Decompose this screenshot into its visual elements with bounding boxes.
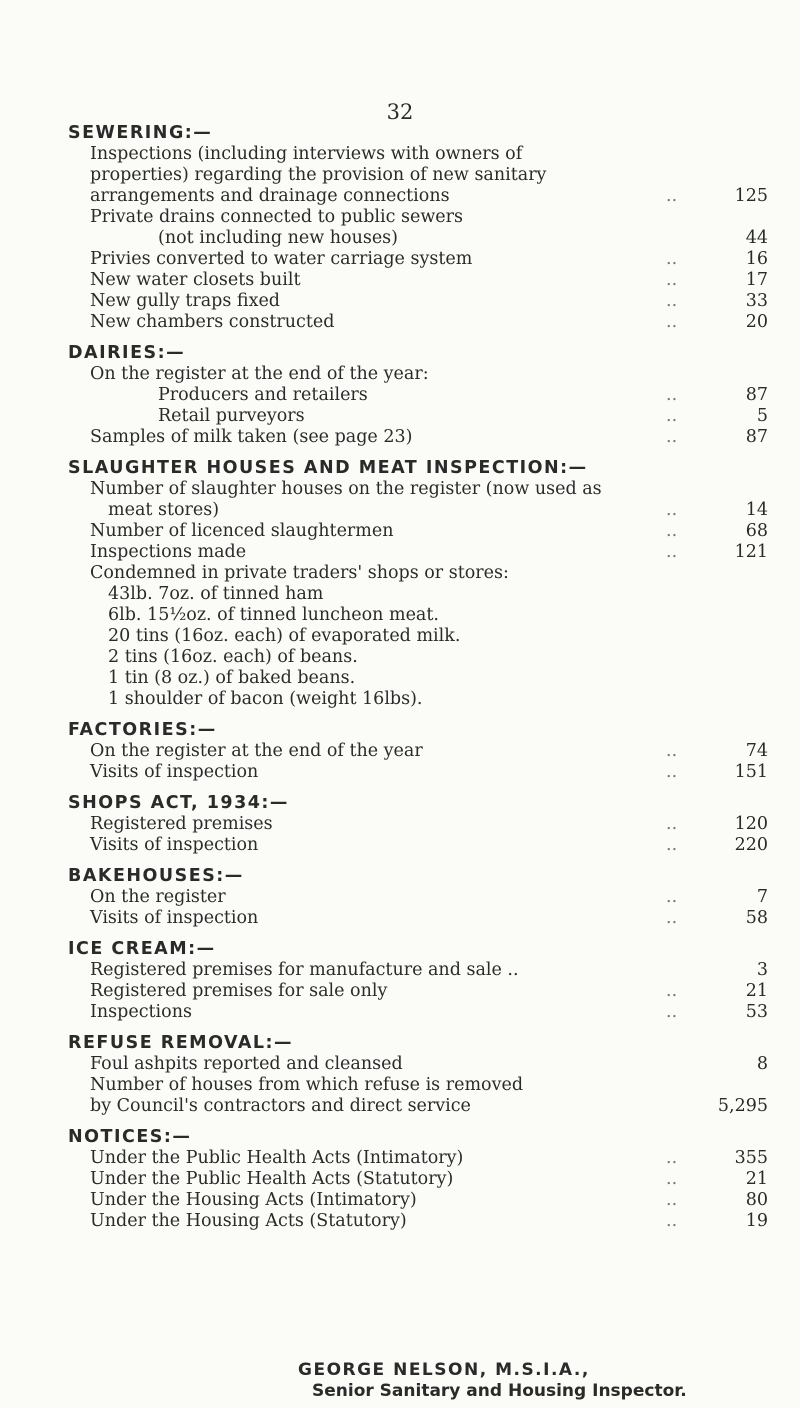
report-line <box>68 605 768 626</box>
line-text: Visits of inspection <box>90 835 259 855</box>
leader-dots: .. <box>666 1190 678 1210</box>
line-value: 87 <box>745 385 768 405</box>
leader-dots: .. <box>666 762 678 782</box>
leader-dots: .. <box>666 249 678 269</box>
line-text: by Council's contractors and direct service <box>90 1096 471 1116</box>
line-text: New gully traps fixed <box>90 291 281 311</box>
leader-dots: .. <box>666 1169 678 1189</box>
report-line <box>68 887 768 908</box>
line-text: 20 tins (16oz. each) of evaporated milk. <box>108 626 461 646</box>
leader-dots: .. <box>666 981 678 1001</box>
report-line <box>68 1096 768 1117</box>
report-line <box>68 542 768 563</box>
report-line <box>68 908 768 929</box>
report-line <box>68 981 768 1002</box>
line-value: 120 <box>734 814 768 834</box>
leader-dots: .. <box>666 908 678 928</box>
report-line <box>68 186 768 207</box>
report-line <box>68 762 768 783</box>
leader-dots: .. <box>666 835 678 855</box>
line-text: Privies converted to water carriage system <box>90 249 473 269</box>
report-line <box>68 647 768 668</box>
report-line <box>68 1211 768 1232</box>
line-value: 220 <box>734 835 768 855</box>
section-heading: SEWERING:— <box>68 123 213 143</box>
report-line <box>68 563 768 584</box>
line-value: 8 <box>756 1054 768 1074</box>
line-text: New chambers constructed <box>90 312 335 332</box>
report-line <box>68 291 768 312</box>
leader-dots: .. <box>666 814 678 834</box>
leader-dots: .. <box>666 500 678 520</box>
line-text: properties) regarding the provision of new sanitary <box>90 165 547 185</box>
line-value: 16 <box>745 249 768 269</box>
line-value: 53 <box>745 1002 768 1022</box>
report-line <box>68 626 768 647</box>
line-value: 125 <box>734 186 768 206</box>
line-text: Foul ashpits reported and cleansed <box>90 1054 403 1074</box>
line-value: 21 <box>745 981 768 1001</box>
report-line <box>68 835 768 856</box>
line-value: 58 <box>745 908 768 928</box>
report-line <box>68 689 768 710</box>
line-text: Visits of inspection <box>90 908 259 928</box>
report-line <box>68 165 768 186</box>
line-text: arrangements and drainage connections <box>90 186 450 206</box>
line-text: Under the Housing Acts (Intimatory) <box>90 1190 417 1210</box>
line-value: 44 <box>745 228 768 248</box>
line-text: On the register at the end of the year: <box>90 364 429 384</box>
section-heading: BAKEHOUSES:— <box>68 866 244 886</box>
leader-dots: .. <box>666 887 678 907</box>
report-line <box>68 207 768 228</box>
line-text: Under the Public Health Acts (Intimatory) <box>90 1148 464 1168</box>
report-body <box>68 122 768 1232</box>
line-value: 5 <box>756 406 768 426</box>
line-text: Inspections made <box>90 542 247 562</box>
report-line <box>68 960 768 981</box>
section-heading: SHOPS ACT, 1934:— <box>68 793 289 813</box>
line-text: New water closets built <box>90 270 301 290</box>
line-text: Producers and retailers <box>158 385 368 405</box>
line-value: 121 <box>734 542 768 562</box>
report-line <box>68 1190 768 1211</box>
report-line <box>68 1075 768 1096</box>
line-text: Registered premises for sale only <box>90 981 388 1001</box>
leader-dots: .. <box>666 186 678 206</box>
leader-dots: .. <box>666 385 678 405</box>
line-text: 1 shoulder of bacon (weight 16lbs). <box>108 689 423 709</box>
report-line <box>68 144 768 165</box>
line-value: 5,295 <box>717 1096 768 1116</box>
report-line <box>68 814 768 835</box>
report-line <box>68 228 768 249</box>
line-text: Number of slaughter houses on the register (now used as <box>90 479 602 499</box>
line-value: 7 <box>756 887 768 907</box>
report-line <box>68 427 768 448</box>
line-value: 68 <box>745 521 768 541</box>
report-line <box>68 500 768 521</box>
line-text: 1 tin (8 oz.) of baked beans. <box>108 668 356 688</box>
line-value: 80 <box>745 1190 768 1210</box>
line-text: Inspections (including interviews with owners of <box>90 144 523 164</box>
report-line <box>68 1054 768 1075</box>
line-text: Visits of inspection <box>90 762 259 782</box>
section-heading: SLAUGHTER HOUSES AND MEAT INSPECTION:— <box>68 458 588 478</box>
leader-dots: .. <box>666 406 678 426</box>
line-text: Inspections <box>90 1002 192 1022</box>
report-line <box>68 1002 768 1023</box>
leader-dots: .. <box>666 427 678 447</box>
leader-dots: .. <box>666 542 678 562</box>
line-value: 17 <box>745 270 768 290</box>
leader-dots: .. <box>666 741 678 761</box>
line-text: Samples of milk taken (see page 23) <box>90 427 413 447</box>
section-heading: FACTORIES:— <box>68 720 217 740</box>
line-value: 151 <box>734 762 768 782</box>
line-value: 74 <box>745 741 768 761</box>
line-text: Number of houses from which refuse is removed <box>90 1075 524 1095</box>
report-line <box>68 741 768 762</box>
line-text: On the register at the end of the year <box>90 741 423 761</box>
leader-dots: .. <box>666 1002 678 1022</box>
report-line <box>68 406 768 427</box>
leader-dots: .. <box>666 1148 678 1168</box>
line-text: 2 tins (16oz. each) of beans. <box>108 647 358 667</box>
report-line <box>68 364 768 385</box>
report-line <box>68 270 768 291</box>
leader-dots: .. <box>666 1211 678 1231</box>
leader-dots: .. <box>666 521 678 541</box>
page-number: 32 <box>386 100 414 124</box>
line-value: 33 <box>745 291 768 311</box>
line-text: meat stores) <box>108 500 220 520</box>
line-text: Condemned in private traders' shops or stores: <box>90 563 509 583</box>
signatory-title: Senior Sanitary and Housing Inspector. <box>312 1381 687 1401</box>
report-line <box>68 584 768 605</box>
section-heading: ICE CREAM:— <box>68 939 216 959</box>
line-value: 14 <box>745 500 768 520</box>
report-line <box>68 1169 768 1190</box>
line-text: 6lb. 15½oz. of tinned luncheon meat. <box>108 605 439 625</box>
leader-dots: .. <box>666 312 678 332</box>
report-line <box>68 521 768 542</box>
report-line <box>68 312 768 333</box>
line-value: 20 <box>745 312 768 332</box>
line-text: Private drains connected to public sewers <box>90 207 463 227</box>
line-value: 3 <box>756 960 768 980</box>
report-line <box>68 249 768 270</box>
signatory-name: GEORGE NELSON, M.S.I.A., <box>298 1360 590 1380</box>
line-text: Retail purveyors <box>158 406 305 426</box>
line-text: Registered premises <box>90 814 273 834</box>
leader-dots: .. <box>666 291 678 311</box>
line-text: Under the Public Health Acts (Statutory) <box>90 1169 454 1189</box>
leader-dots: .. <box>666 270 678 290</box>
line-text: 43lb. 7oz. of tinned ham <box>108 584 324 604</box>
section-heading: DAIRIES:— <box>68 343 186 363</box>
line-text: On the register <box>90 887 226 907</box>
report-line <box>68 668 768 689</box>
line-text: Number of licenced slaughtermen <box>90 521 394 541</box>
line-text: Under the Housing Acts (Statutory) <box>90 1211 407 1231</box>
section-heading: NOTICES:— <box>68 1127 192 1147</box>
line-value: 87 <box>745 427 768 447</box>
line-value: 21 <box>745 1169 768 1189</box>
line-value: 355 <box>734 1148 768 1168</box>
line-text: (not including new houses) <box>158 228 398 248</box>
report-line <box>68 479 768 500</box>
report-line <box>68 1148 768 1169</box>
line-text: Registered premises for manufacture and sale .. <box>90 960 519 980</box>
section-heading: REFUSE REMOVAL:— <box>68 1033 294 1053</box>
line-value: 19 <box>745 1211 768 1231</box>
report-line <box>68 385 768 406</box>
